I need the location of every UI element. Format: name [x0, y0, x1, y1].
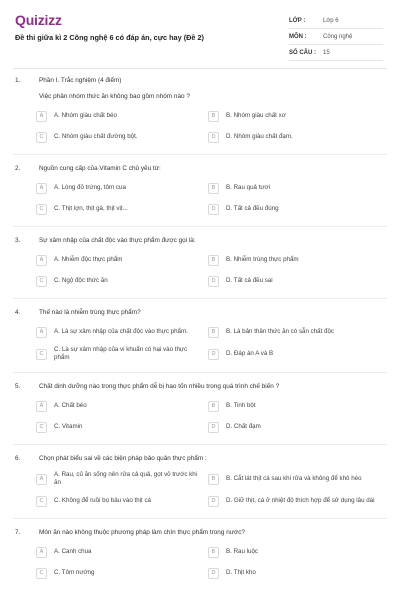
option-badge: C — [36, 132, 47, 143]
meta-key: MÔN : — [289, 33, 307, 40]
option-b[interactable] — [208, 109, 387, 123]
option-text: A. Lòng đỏ trứng, tôm cua — [54, 184, 126, 191]
option-badge: A — [36, 111, 47, 122]
option-badge: D — [208, 349, 219, 360]
option-text: A. Nhiễm độc thực phẩm — [54, 256, 123, 263]
option-badge: A — [36, 547, 47, 558]
option-grid — [21, 181, 387, 216]
option-a[interactable] — [21, 109, 200, 123]
option-text: A. Nhóm giàu chất béo — [54, 112, 117, 119]
question-number: 1. — [15, 77, 21, 84]
option-grid — [21, 545, 387, 580]
brand-logo: Quizizz — [15, 12, 62, 28]
option-d[interactable] — [208, 494, 387, 508]
question-text: Nguồn cung cấp của Vitamin C chủ yếu từ: — [39, 165, 161, 172]
option-badge: B — [208, 401, 219, 412]
option-text: D. Nhóm giàu chất đạm. — [226, 133, 293, 140]
option-text: A. Rau, củ ăn sống nên rửa cả quả, gọt vỏ trước khi ăn — [54, 471, 198, 486]
question-number: 5. — [15, 383, 21, 390]
option-d[interactable] — [208, 130, 387, 144]
option-text: C. Thịt lợn, thịt gà, thịt vịt... — [54, 205, 128, 212]
divider — [13, 154, 387, 155]
option-c[interactable] — [21, 274, 200, 288]
option-text: C. Ngộ độc thức ăn — [54, 277, 108, 284]
option-badge: A — [36, 474, 47, 485]
option-text: D. Tất cả đều sai — [226, 277, 273, 284]
option-badge: C — [36, 496, 47, 507]
option-c[interactable] — [21, 202, 200, 216]
option-b[interactable] — [208, 399, 387, 413]
option-badge: C — [36, 422, 47, 433]
option-b[interactable] — [208, 325, 387, 339]
option-grid — [21, 399, 387, 434]
option-badge: D — [208, 132, 219, 143]
document-title: Đề thi giữa kì 2 Công nghệ 6 có đáp án, cực hay (Đề 2) — [15, 33, 204, 42]
option-a[interactable] — [21, 181, 200, 195]
option-text: D. Tất cả đều đúng — [226, 205, 279, 212]
divider — [13, 298, 387, 299]
option-text: B. Rau luộc — [226, 548, 258, 555]
option-grid — [21, 253, 387, 288]
option-c[interactable] — [21, 346, 200, 362]
option-b[interactable] — [208, 471, 387, 487]
meta-value: Lớp 6 — [323, 17, 339, 24]
option-d[interactable] — [208, 346, 387, 362]
option-text: A. Là sự xâm nhập của chất độc vào thực phẩm. — [54, 328, 188, 335]
meta-table — [289, 13, 383, 61]
option-badge: D — [208, 496, 219, 507]
option-b[interactable] — [208, 545, 387, 559]
option-badge: C — [36, 568, 47, 579]
option-text: B. Nhiễm trùng thực phẩm — [226, 256, 299, 263]
worksheet-header — [13, 0, 387, 69]
option-text: D. Thịt kho — [226, 569, 256, 576]
option-d[interactable] — [208, 420, 387, 434]
option-badge: A — [36, 183, 47, 194]
question-text: Món ăn nào không thuộc phương pháp làm chín thực phẩm trong nước? — [39, 529, 245, 536]
option-badge: D — [208, 204, 219, 215]
option-text: C. Là sự xâm nhập của vi khuẩn có hại vào thực phẩm — [54, 346, 188, 361]
option-badge: B — [208, 183, 219, 194]
meta-value: Công nghệ — [323, 33, 353, 40]
option-c[interactable] — [21, 494, 200, 508]
option-text: A. Chất béo — [54, 402, 87, 409]
option-d[interactable] — [208, 566, 387, 580]
meta-key: LỚP : — [289, 17, 306, 24]
question-text: Phần I. Trắc nghiệm (4 điểm) — [39, 77, 122, 84]
option-text: B. Là bản thân thức ăn có sẵn chất độc — [226, 328, 335, 335]
question — [13, 76, 387, 144]
option-text: B. Rau quả tươi — [226, 184, 270, 191]
option-a[interactable] — [21, 253, 200, 267]
meta-row-count — [289, 45, 383, 61]
question-number: 3. — [15, 237, 21, 244]
option-text: B. Nhóm giàu chất xơ — [226, 112, 286, 119]
option-grid — [21, 109, 387, 144]
question-text: Chọn phát biểu sai về các biện pháp bảo quản thực phẩm : — [39, 455, 207, 462]
option-text: D. Chất đạm — [226, 423, 261, 430]
option-badge: B — [208, 474, 219, 485]
option-a[interactable] — [21, 545, 200, 559]
question-number: 7. — [15, 529, 21, 536]
meta-row-grade — [289, 13, 383, 29]
option-grid — [21, 325, 387, 362]
option-text: C. Vitamin — [54, 423, 83, 430]
question-head — [13, 454, 387, 463]
option-badge: D — [208, 568, 219, 579]
option-badge: C — [36, 349, 47, 360]
option-text: B. Tinh bột — [226, 402, 256, 409]
option-badge: C — [36, 276, 47, 287]
question — [13, 308, 387, 362]
option-a[interactable] — [21, 471, 200, 487]
question — [13, 454, 387, 508]
option-b[interactable] — [208, 253, 387, 267]
option-text: A. Canh chua — [54, 548, 92, 555]
meta-value: 15 — [323, 49, 330, 56]
divider — [13, 444, 387, 445]
question-text: Sự xâm nhập của chất độc vào thực phẩm được gọi là: — [39, 237, 196, 244]
option-badge: B — [208, 547, 219, 558]
option-text: C. Tôm nướng — [54, 569, 95, 576]
question-head — [13, 236, 387, 245]
question-number: 4. — [15, 309, 21, 316]
option-text: D. Đáp án A và B — [226, 350, 274, 357]
option-badge: B — [208, 111, 219, 122]
question-subtext: Việc phân nhóm thức ăn không bao gồm nhóm nào ? — [39, 93, 190, 100]
option-c[interactable] — [21, 566, 200, 580]
option-text: C. Không để ruồi bọ bâu vào thịt cá — [54, 497, 152, 504]
option-text: D. Giữ thịt, cá ở nhiệt độ thích hợp để sử dụng lâu dài — [226, 497, 375, 504]
question — [13, 164, 387, 216]
question — [13, 236, 387, 288]
meta-key: SỐ CÂU : — [289, 49, 316, 56]
option-text: C. Nhóm giàu chất đường bột. — [54, 133, 138, 140]
divider — [13, 518, 387, 519]
option-badge: D — [208, 422, 219, 433]
option-badge: A — [36, 401, 47, 412]
option-a[interactable] — [21, 399, 200, 413]
option-badge: D — [208, 276, 219, 287]
question-text: Chất dinh dưỡng nào trong thực phẩm dễ bị hao tốn nhiều trong quá trình chế biến ? — [39, 383, 280, 390]
question-head — [13, 382, 387, 391]
option-text: B. Cắt lát thịt cá sau khi rửa và không để khô héo — [226, 475, 362, 482]
option-badge: C — [36, 204, 47, 215]
option-d[interactable] — [208, 202, 387, 216]
option-a[interactable] — [21, 325, 200, 339]
option-grid — [21, 471, 387, 508]
option-badge: B — [208, 327, 219, 338]
option-d[interactable] — [208, 274, 387, 288]
question-text: Thế nào là nhiễm trùng thực phẩm? — [39, 309, 141, 316]
option-badge: A — [36, 327, 47, 338]
divider — [13, 226, 387, 227]
question — [13, 382, 387, 434]
option-c[interactable] — [21, 130, 200, 144]
question-head — [13, 164, 387, 173]
option-b[interactable] — [208, 181, 387, 195]
question-list — [13, 69, 387, 580]
question-head — [13, 76, 387, 85]
question-head — [13, 528, 387, 537]
meta-row-subject — [289, 29, 383, 45]
option-badge: A — [36, 255, 47, 266]
option-c[interactable] — [21, 420, 200, 434]
question-number: 2. — [15, 165, 21, 172]
question-head — [13, 308, 387, 317]
question — [13, 528, 387, 580]
question-number: 6. — [15, 455, 21, 462]
option-badge: B — [208, 255, 219, 266]
divider — [13, 372, 387, 373]
